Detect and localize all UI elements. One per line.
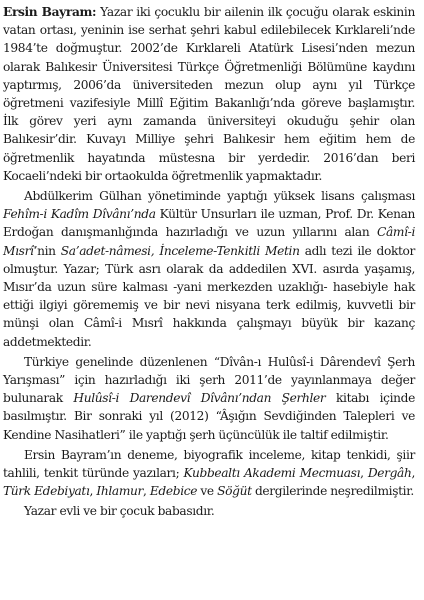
journal-sogut: Söğüt <box>217 484 252 499</box>
author-name: Ersin Bayram: <box>3 5 97 19</box>
intro-text: Yazar iki çocuklu bir ailenin ilk çocuğu olarak eskinin vatan ortası, yeninin ise serhat şehri kabul edilebilecek Kırklareli’nde 1984’te doğmuştur. 2002’de Kırklareli Atatürk Lisesi’nden mezun olarak Balıkesir Üniversitesi Türkçe Öğretmenliği Bölümüne kaydını yaptırmış, 2006’da üniversiteden mezun olup aynı yıl Türkçe öğretmeni vazifesiyle Millî Eğitim Bakanlığı’nda göreve başlamıştır. İlk görev yeri aynı zamanda üniversiteyi okuduğu şehir olan Balıkesir’dir. Kuvayı Milliye şehri Balıkesir hem eğitim hem de öğretmenlik hayatında müstesna bir yerdedir. 2016’dan beri Kocaeli’ndeki bir ortaokulda öğretmenlik yapmaktadır. <box>3 5 415 183</box>
separator: , <box>411 466 415 481</box>
academic-text-3: ’nin <box>33 243 61 258</box>
conjunction: ve <box>197 484 218 499</box>
biography-paragraph-publications <box>3 446 415 501</box>
journal-edebice: Edebice <box>149 484 198 499</box>
thesis-title-doctoral: Sa’adet-nâmesi, İnceleme-Tenkitli Metin <box>60 243 300 258</box>
awards-text-2: kitabı içinde basılmıştır. Bir sonraki yıl (2012) “Âşığın Sevdiğinden Talepleri ve Kendine Nasihatleri” ile yaptığı şerh üçüncülük ile taltif edilmiştir. <box>3 391 415 442</box>
author-reference: Câmî-i Mısrî <box>3 225 415 258</box>
pub-text-end: dergilerinde neşredilmiştir. <box>251 484 414 499</box>
biography-paragraph-academic <box>3 187 415 351</box>
separator: , <box>360 466 368 481</box>
journal-dergah: Dergâh <box>367 466 412 481</box>
biography-page <box>3 3 415 521</box>
journal-turk-edebiyati: Türk Edebiyatı <box>3 484 90 499</box>
separator: , <box>143 484 150 499</box>
academic-text-4: adlı tezi ile doktor olmuştur. Yazar; Türk asrı olarak da addedilen XVI. asırda yaşamış, Mısır’da uzun süre kalması -yani merkezden uzaklığı- hasebiyle hak ettiği ilgiyi görememiş ve bir nevi nisyana terk edilmiş, kuvvetli bir münşi olan Câmî-i Mısrî hakkında çalışmayı büyük bir kazanç addetmektedir. <box>3 243 415 349</box>
academic-text-2: Kültür Unsurları ile uzman, Prof. Dr. Kenan Erdoğan danışmanlığında hazırladığı ve uzun yıllarını alan <box>3 207 416 240</box>
book-title: Hulûsî-i Darendevî Dîvânı’ndan Şerhler <box>73 391 326 406</box>
separator: , <box>89 484 97 499</box>
journal-ihlamur: Ihlamur <box>96 484 144 499</box>
biography-paragraph-awards <box>3 353 415 444</box>
academic-text-1: Abdülkerim Gülhan yönetiminde yaptığı yüksek lisans çalışması <box>24 189 415 204</box>
family-text: Yazar evli ve bir çocuk babasıdır. <box>24 504 215 519</box>
awards-text-1: Türkiye genelinde düzenlenen “Dîvân-ı Hulûsî-i Dârendevî Şerh Yarışması” için hazırladığı iki şerh 2011’de yayınlanmaya değer bulunarak <box>3 354 415 406</box>
journal-kubbealti: Kubbealtı Akademi Mecmuası <box>183 466 361 481</box>
pub-text-1: Ersin Bayram’ın deneme, biyografik inceleme, kitap tenkidi, şiir tahlili, tenkit türünde yazıları; <box>3 447 415 481</box>
biography-paragraph-family <box>3 502 415 520</box>
biography-paragraph-intro <box>3 3 415 185</box>
thesis-title-masters: Fehîm-i Kadîm Dîvânı’nda <box>3 207 156 222</box>
